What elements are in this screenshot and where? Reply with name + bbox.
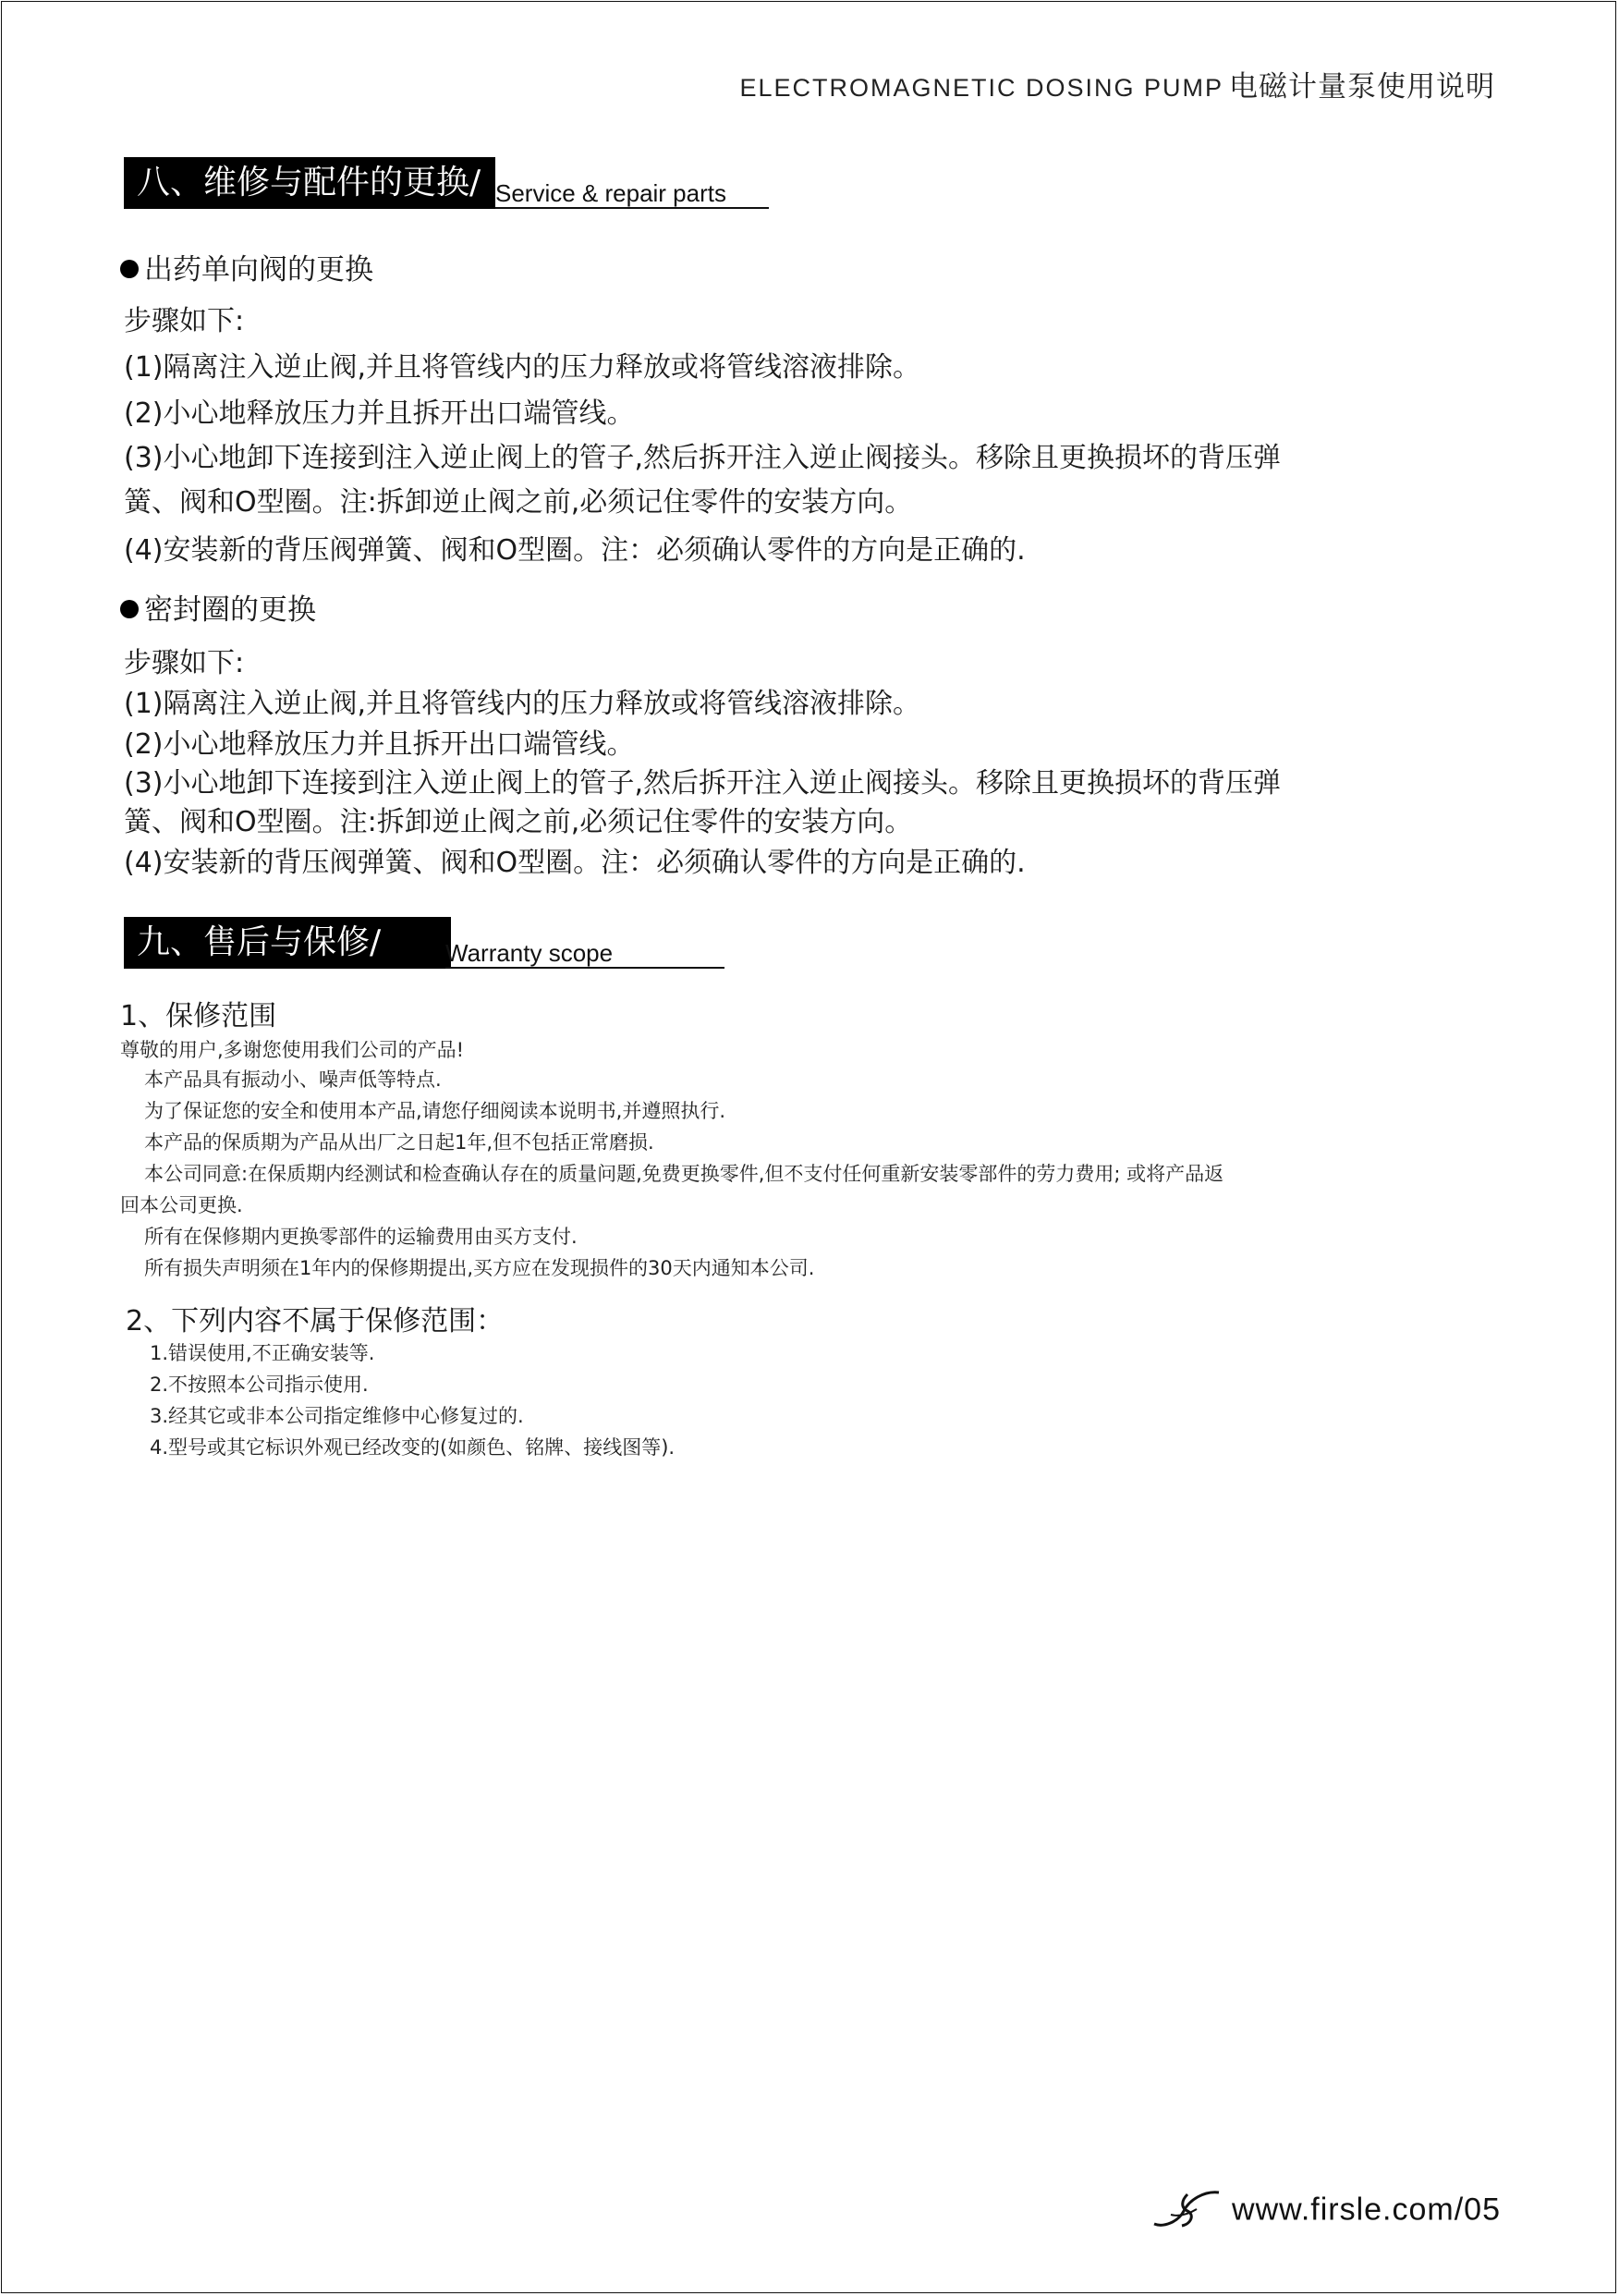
step-line: (4)安装新的背压阀弹簧、阀和O型圈。注：必须确认零件的方向是正确的. (124, 534, 1026, 567)
steps-label: 步骤如下: (124, 647, 245, 679)
section-8-title-en: Service & repair parts (495, 179, 769, 209)
section-8-title-cn: 八、维修与配件的更换/ (124, 157, 495, 209)
subsection-seal-ring-heading (120, 586, 316, 628)
exclusion-item: 1.错误使用,不正确安装等. (150, 1342, 375, 1364)
footer-website-url: www.firsle.com/ (1232, 2192, 1465, 2228)
exclusion-item: 4.型号或其它标识外观已经改变的(如颜色、铭牌、接线图等). (150, 1436, 676, 1459)
steps-label: 步骤如下: (124, 305, 245, 337)
subsection-outlet-valve-heading (120, 246, 373, 287)
firsle-logo-icon (1150, 2187, 1223, 2233)
warranty-paragraph: 本公司同意:在保质期内经测试和检查确认存在的质量问题,免费更换零件,但不支付任何重新安装零部件的劳力费用; 或将产品返 (144, 1163, 1224, 1185)
warranty-paragraph: 本产品的保质期为产品从出厂之日起1年,但不包括正常磨损. (144, 1131, 654, 1154)
step-line: (3)小心地卸下连接到注入逆止阀上的管子,然后拆开注入逆止阀接头。移除且更换损坏的背压弹 (124, 442, 1282, 474)
warranty-paragraph: 为了保证您的安全和使用本产品,请您仔细阅读本说明书,并遵照执行. (144, 1100, 726, 1122)
header-chinese-title: 电磁计量泵使用说明 (1229, 70, 1495, 104)
step-line: (1)隔离注入逆止阀,并且将管线内的压力释放或将管线溶液排除。 (124, 351, 921, 384)
warranty-paragraph: 本产品具有振动小、噪声低等特点. (144, 1069, 442, 1091)
warranty-paragraph: 回本公司更换. (120, 1194, 243, 1216)
header-english-title: ELECTROMAGNETIC DOSING PUMP (739, 74, 1223, 102)
section-9-title-en: Warranty scope (445, 939, 724, 969)
exclusion-item: 3.经其它或非本公司指定维修中心修复过的. (150, 1405, 524, 1427)
section-8-heading (124, 157, 771, 209)
subsection-title: 出药单向阀的更换 (144, 253, 373, 287)
warranty-paragraph: 所有在保修期内更换零部件的运输费用由买方支付. (144, 1226, 578, 1248)
bullet-icon (120, 600, 139, 618)
page-footer (1150, 2187, 1501, 2233)
step-line: (2)小心地释放压力并且拆开出口端管线。 (124, 728, 635, 761)
bullet-icon (120, 260, 139, 278)
step-line: (4)安装新的背压阀弹簧、阀和O型圈。注：必须确认零件的方向是正确的. (124, 847, 1026, 879)
step-line: (1)隔离注入逆止阀,并且将管线内的压力释放或将管线溶液排除。 (124, 688, 921, 720)
page-header (739, 63, 1495, 104)
subsection-title: 密封圈的更换 (144, 593, 316, 627)
page-number: 05 (1464, 2192, 1501, 2228)
warranty-paragraph: 所有损失声明须在1年内的保修期提出,买方应在发现损件的30天内通知本公司. (144, 1257, 815, 1279)
section-9-title-cn: 九、售后与保修/ (124, 917, 451, 969)
exclusions-heading: 2、下列内容不属于保修范围： (126, 1305, 505, 1337)
step-line: 簧、阀和O型圈。注:拆卸逆止阀之前,必须记住零件的安装方向。 (124, 806, 913, 838)
step-line: (3)小心地卸下连接到注入逆止阀上的管子,然后拆开注入逆止阀接头。移除且更换损坏的背压弹 (124, 767, 1282, 800)
step-line: (2)小心地释放压力并且拆开出口端管线。 (124, 397, 635, 430)
warranty-scope-heading: 1、保修范围 (120, 1000, 277, 1032)
step-line: 簧、阀和O型圈。注:拆卸逆止阀之前,必须记住零件的安装方向。 (124, 486, 913, 519)
exclusion-item: 2.不按照本公司指示使用. (150, 1374, 369, 1396)
warranty-paragraph: 尊敬的用户,多谢您使用我们公司的产品! (120, 1039, 465, 1061)
section-9-heading (124, 917, 726, 969)
